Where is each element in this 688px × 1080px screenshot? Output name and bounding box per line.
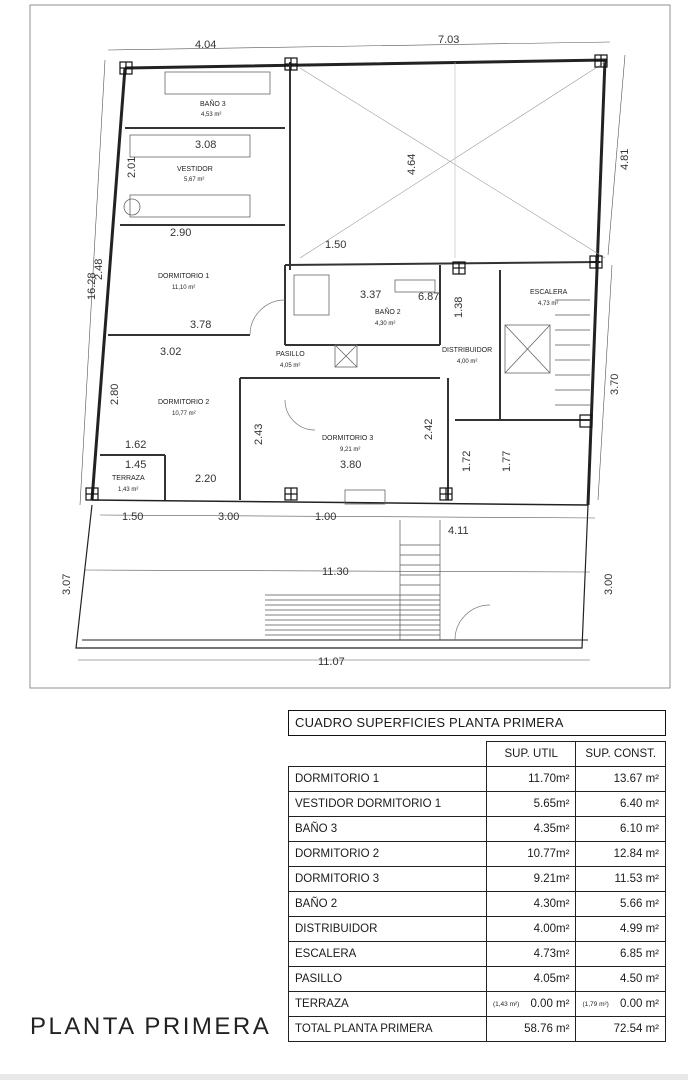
plan-title: PLANTA PRIMERA: [30, 1013, 272, 1040]
dim-label: 3.80: [340, 459, 362, 471]
room-area: 11,10 m²: [172, 285, 196, 291]
table-row: [289, 842, 666, 867]
dim-label: 3.08: [195, 139, 217, 151]
row-const: 11.53 m²: [576, 867, 666, 892]
row-const: 4.99 m²: [576, 917, 666, 942]
row-const: 6.10 m²: [576, 817, 666, 842]
exterior-walls: [76, 60, 605, 648]
dim-label: 1.00: [315, 511, 337, 523]
room-name: DISTRIBUIDOR: [442, 347, 493, 354]
room-name: BAÑO 2: [375, 309, 401, 316]
row-name: PASILLO: [289, 967, 487, 992]
dim-label: 1.50: [122, 511, 144, 523]
bottom-strip: [0, 1074, 688, 1080]
dim-label: 1.50: [325, 239, 347, 251]
dim-label: 2.20: [195, 473, 217, 485]
dim-label: 3.78: [190, 319, 212, 331]
row-name: DORMITORIO 1: [289, 767, 487, 792]
row-util: 58.76 m²: [486, 1017, 576, 1042]
table-row: [289, 917, 666, 942]
dim-label: 2.43: [253, 423, 265, 445]
room-area: 4,05 m²: [280, 363, 301, 369]
table-title: CUADRO SUPERFICIES PLANTA PRIMERA: [288, 710, 666, 736]
table-row: [289, 992, 666, 1017]
room-area: 1,43 m²: [118, 487, 139, 493]
dim-label: 3.00: [603, 573, 615, 595]
dim-label: 16.28: [86, 272, 98, 300]
row-name: DORMITORIO 2: [289, 842, 487, 867]
row-name: ESCALERA: [289, 942, 487, 967]
dim-label: 3.02: [160, 346, 182, 358]
drawing-frame: [30, 5, 670, 688]
header-sup-util: SUP. UTIL: [486, 742, 576, 767]
dim-label: 1.38: [453, 296, 465, 318]
row-const: 6.85 m²: [576, 942, 666, 967]
row-name: BAÑO 2: [289, 892, 487, 917]
table-row: [289, 867, 666, 892]
row-name: VESTIDOR DORMITORIO 1: [289, 792, 487, 817]
room-name: DORMITORIO 1: [158, 273, 210, 280]
row-util: 9.21m²: [486, 867, 576, 892]
room-name: BAÑO 3: [200, 101, 226, 108]
room-area: 4,30 m²: [375, 321, 396, 327]
dim-label: 2.42: [423, 418, 435, 440]
row-util: 11.70m²: [486, 767, 576, 792]
dim-label: 1.62: [125, 439, 147, 451]
table-row: [289, 967, 666, 992]
room-name: TERRAZA: [112, 475, 145, 482]
header-empty: [289, 742, 487, 767]
dim-label: 3.37: [360, 289, 382, 301]
row-name: BAÑO 3: [289, 817, 487, 842]
dim-label: 3.07: [61, 573, 73, 595]
room-area: 5,67 m²: [184, 177, 205, 183]
row-util: 4.73m²: [486, 942, 576, 967]
dim-label: 11.07: [318, 656, 345, 668]
table-row: [289, 767, 666, 792]
table-row: [289, 892, 666, 917]
row-util-cell: [486, 992, 576, 1017]
row-util: 4.35m²: [486, 817, 576, 842]
room-name: DORMITORIO 3: [322, 435, 374, 442]
dim-label: 2.48: [93, 258, 105, 280]
room-name: PASILLO: [276, 351, 305, 358]
room-area: 10,77 m²: [172, 411, 196, 417]
dim-label: 2.80: [109, 383, 121, 405]
row-const-note: (1,79 m²): [582, 1001, 609, 1008]
surfaces-table: [288, 741, 666, 1042]
row-util: 5.65m²: [486, 792, 576, 817]
row-const: 12.84 m²: [576, 842, 666, 867]
row-const-cell: [576, 992, 666, 1017]
table-row: [289, 817, 666, 842]
row-util: 4.30m²: [486, 892, 576, 917]
row-util: 4.05m²: [486, 967, 576, 992]
row-util: 0.00 m²: [530, 998, 570, 1010]
row-const: 4.50 m²: [576, 967, 666, 992]
row-name: DISTRIBUIDOR: [289, 917, 487, 942]
dim-label: 3.70: [609, 373, 621, 395]
row-const: 0.00 m²: [620, 998, 659, 1010]
dim-label: 4.04: [195, 39, 217, 51]
room-area: 4,73 m²: [538, 301, 559, 307]
dim-label: 4.64: [406, 153, 418, 175]
dim-label: 2.01: [126, 156, 138, 178]
dim-label: 4.11: [448, 525, 469, 537]
room-name: ESCALERA: [530, 289, 568, 296]
dimension-labels: [61, 34, 631, 668]
room-name: DORMITORIO 2: [158, 399, 210, 406]
row-const: 6.40 m²: [576, 792, 666, 817]
room-area: 9,21 m²: [340, 447, 361, 453]
stair-flights: [265, 300, 590, 640]
table-header-row: [289, 742, 666, 767]
row-util: 10.77m²: [486, 842, 576, 867]
table-row-total: [289, 1017, 666, 1042]
dim-label: 2.90: [170, 227, 192, 239]
row-const: 72.54 m²: [576, 1017, 666, 1042]
dim-label: 11.30: [322, 566, 349, 578]
row-const: 13.67 m²: [576, 767, 666, 792]
dim-label: 6.87: [418, 291, 440, 303]
table-row: [289, 792, 666, 817]
header-sup-const: SUP. CONST.: [576, 742, 666, 767]
row-util-note: (1,43 m²): [492, 1001, 520, 1008]
row-name: TERRAZA: [289, 992, 487, 1017]
room-name: VESTIDOR: [177, 166, 213, 173]
dim-label: 7.03: [438, 34, 460, 46]
row-name: TOTAL PLANTA PRIMERA: [289, 1017, 487, 1042]
table-row: [289, 942, 666, 967]
dim-label: 1.45: [125, 459, 147, 471]
row-const: 5.66 m²: [576, 892, 666, 917]
row-name: DORMITORIO 3: [289, 867, 487, 892]
dim-label: 1.77: [501, 450, 513, 472]
room-area: 4,00 m²: [457, 359, 478, 365]
dim-label: 1.72: [461, 450, 473, 472]
void-diagonals: [300, 62, 605, 258]
dim-label: 4.81: [619, 148, 631, 170]
row-util: 4.00m²: [486, 917, 576, 942]
room-area: 4,53 m²: [201, 112, 222, 118]
dim-label: 3.00: [218, 511, 240, 523]
